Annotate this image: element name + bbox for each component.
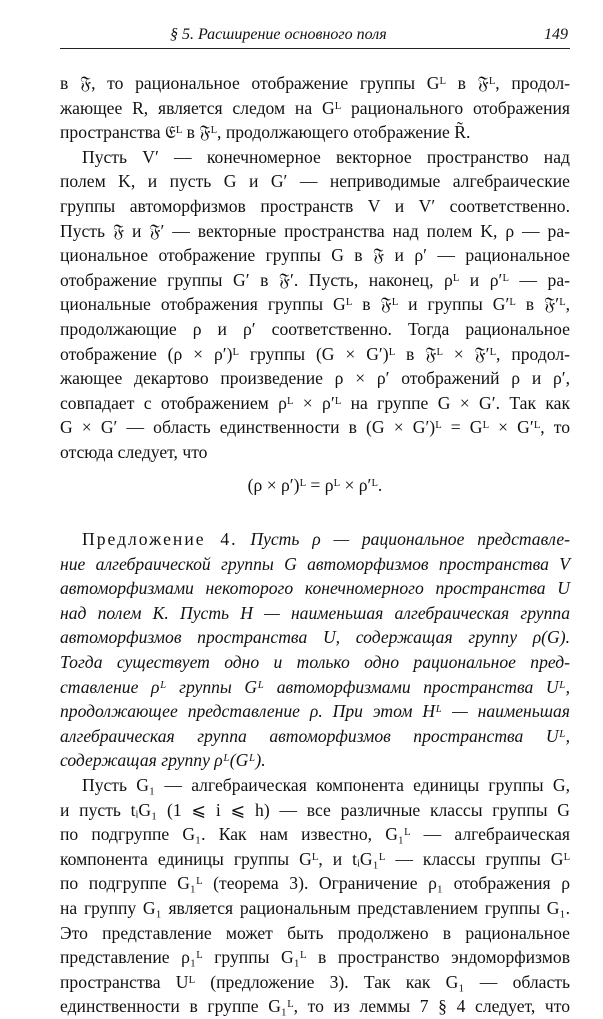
text-line: по подгруппе G₁ᴸ (теорема 3). Ограничение ρ₁ отображения ρ <box>60 873 570 894</box>
text-line: ние алгебраической группы G автоморфизмов пространства V <box>60 553 570 574</box>
text-line <box>60 527 570 552</box>
page-number: 149 <box>544 26 568 43</box>
text-line: пространства Uᴸ (предложение 3). Так как G₁ — область <box>60 971 570 992</box>
text-line: Тогда существует одно и только одно рациональное пред- <box>60 652 570 673</box>
text-line: на группу G₁ является рациональным представлением группы G₁. <box>60 898 570 918</box>
text-line: G × G′ — область единственности в (G × G′)ᴸ = Gᴸ × G′ᴸ, то <box>60 417 570 438</box>
text-line: и пусть tᵢG₁ (1 ⩽ i ⩽ h) — все различные классы группы G <box>60 799 570 820</box>
text-line: циональные отображения группы Gᴸ в 𝔉ᴸ и группы G′ᴸ в 𝔉′ᴸ, <box>60 294 570 315</box>
paragraph-proof <box>60 773 570 1019</box>
text-line: компонента единицы группы Gᴸ, и tᵢG₁ᴸ — классы группы Gᴸ <box>60 848 570 869</box>
running-head <box>60 22 570 49</box>
text-line: в 𝔉, то рациональное отображение группы Gᴸ в 𝔉ᴸ, продол- <box>60 73 570 93</box>
proposition-label: Предложение 4. <box>82 529 238 550</box>
paragraph-continuation <box>60 71 570 145</box>
section-gap <box>60 505 570 527</box>
text-line: единственности в группе G₁ᴸ, то из леммы 7 § 4 следует, что <box>60 996 570 1017</box>
text-line: над полем K. Пусть H — наименьшая алгебраическая группа <box>60 602 570 623</box>
text-line: автоморфизмами некоторого конечномерного пространства U <box>60 578 570 599</box>
text-line: продолжающее представление ρ. При этом Hᴸ — наименьшая <box>60 701 570 722</box>
display-formula: (ρ × ρ′)ᴸ = ρᴸ × ρ′ᴸ. <box>247 474 383 495</box>
text-line: представление ρ₁ᴸ группы G₁ᴸ в пространство эндоморфизмов <box>60 947 570 968</box>
text-line: жающее R, является следом на Gᴸ рационального отображения <box>60 97 570 118</box>
proposition-4 <box>60 527 570 773</box>
text-line: циональное отображение группы G в 𝔉 и ρ′ — рациональное <box>60 245 570 266</box>
text-line: жающее декартово произведение ρ × ρ′ отображений ρ и ρ′, <box>60 368 570 389</box>
text-line: отображение группы G′ в 𝔉′. Пусть, наконец, ρᴸ и ρ′ᴸ — ра- <box>60 269 570 290</box>
text-line: совпадает с отображением ρᴸ × ρ′ᴸ на группе G × G′. Так как <box>60 392 570 413</box>
running-title: § 5. Расширение основного поля <box>170 26 387 43</box>
text-line: по подгруппе G₁. Как нам известно, G₁ᴸ — алгебраическая <box>60 824 570 845</box>
page-body <box>60 71 570 1019</box>
paragraph-cartesian-product <box>60 145 570 465</box>
text-line: содержащая группу ρᴸ(Gᴸ). <box>60 750 266 771</box>
text-line: алгебраическая группа автоморфизмов пространства Uᴸ, <box>60 725 570 746</box>
text-line: ставление ρᴸ группы Gᴸ автоморфизмами пространства Uᴸ, <box>60 676 570 697</box>
text-line: Это представление может быть продолжено в рациональное <box>60 922 570 943</box>
proposition-text: Пусть ρ — рациональное представле- <box>250 529 571 550</box>
text-line: пространства 𝔈ᴸ в 𝔉ᴸ, продолжающего отображение R̃. <box>60 122 471 143</box>
text-line: продолжающие ρ и ρ′ соответственно. Тогда рациональное <box>60 318 570 339</box>
text-line: отсюда следует, что <box>60 441 208 462</box>
text-line: Пусть 𝔉 и 𝔉′ — векторные пространства над полем K, ρ — ра- <box>60 220 570 241</box>
text-line: Пусть G₁ — алгебраическая компонента единицы группы G, <box>82 775 570 796</box>
text-line: отображение (ρ × ρ′)ᴸ группы (G × G′)ᴸ в 𝔉ᴸ × 𝔉′ᴸ, продол- <box>60 343 570 364</box>
text-line: Пусть V′ — конечномерное векторное пространство над <box>82 146 570 167</box>
text-line: полем K, и пусть G и G′ — неприводимые алгебраические <box>60 171 570 192</box>
text-line: группы автоморфизмов пространств V и V′ соответственно. <box>60 195 570 216</box>
text-line: автоморфизмов пространства U, содержащая группу ρ(G). <box>60 627 570 648</box>
book-page <box>60 22 570 1019</box>
